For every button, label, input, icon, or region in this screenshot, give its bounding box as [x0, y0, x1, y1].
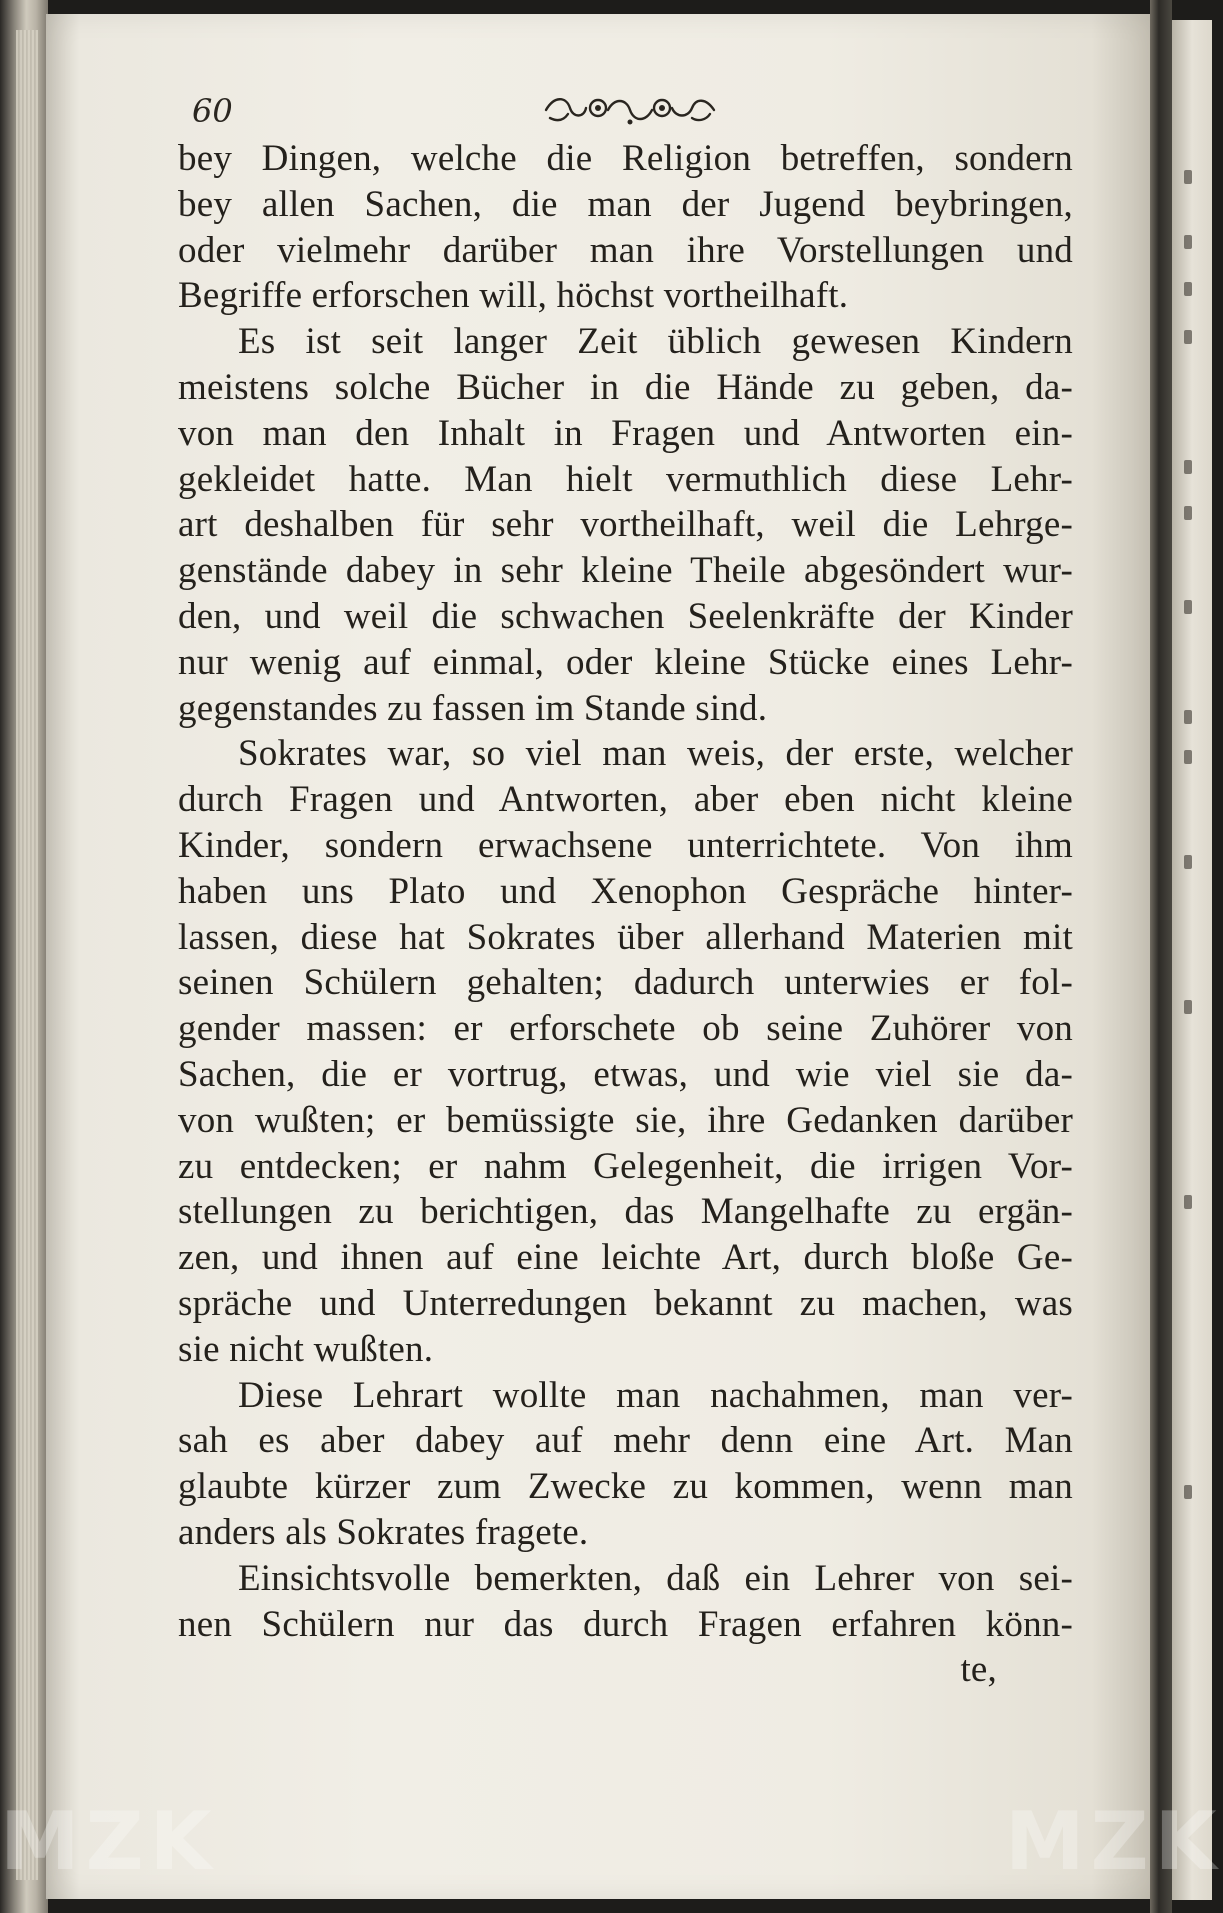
catchword: te, [960, 1649, 997, 1691]
text-line: durch Fragen und Antworten, aber eben nicht kleine [178, 779, 1073, 821]
text-line: anders als Sokrates fragete. [178, 1511, 589, 1553]
text-line: meistens solche Bücher in die Hände zu geben, da- [178, 366, 1073, 408]
text-line: stellungen zu berichtigen, das Mangelhafte zu ergän- [178, 1191, 1073, 1233]
book-gutter [1150, 0, 1172, 1913]
text-line: glaubte kürzer zum Zwecke zu kommen, wenn man [178, 1466, 1073, 1508]
text-line: zen, und ihnen auf eine leichte Art, durch bloße Ge- [178, 1237, 1073, 1279]
page-header [178, 92, 1073, 136]
page-number: 60 [192, 92, 233, 130]
text-line: Kinder, sondern erwachsene unterrichtete. Von ihm [178, 824, 1073, 866]
text-line: Es ist seit langer Zeit üblich gewesen Kindern [238, 321, 1073, 363]
text-line: bey allen Sachen, die man der Jugend beybringen, [178, 183, 1073, 225]
text-line: genstände dabey in sehr kleine Theile abgesöndert wur- [178, 550, 1073, 592]
watermark-left: MZK [0, 1795, 218, 1888]
text-line: Sachen, die er vortrug, etwas, und wie viel sie da- [178, 1053, 1073, 1095]
text-line: sie nicht wußten. [178, 1328, 434, 1370]
text-line: Einsichtsvolle bemerkten, daß ein Lehrer von sei- [238, 1557, 1073, 1599]
text-line: gender massen: er erforschete ob seine Zuhörer von [178, 1008, 1073, 1050]
text-line: nur wenig auf einmal, oder kleine Stücke eines Lehr- [178, 641, 1073, 683]
text-line: spräche und Unterredungen bekannt zu machen, was [178, 1282, 1073, 1324]
text-line: zu entdecken; er nahm Gelegenheit, die irrigen Vor- [178, 1145, 1073, 1187]
text-line: bey Dingen, welche die Religion betreffen, sondern [178, 138, 1073, 179]
text-line: lassen, diese hat Sokrates über allerhand Materien mit [178, 916, 1073, 958]
watermark-right: MZK [1005, 1795, 1223, 1888]
text-line: von man den Inhalt in Fragen und Antworten ein- [178, 412, 1073, 454]
text-line: den, und weil die schwachen Seelenkräfte der Kinder [178, 595, 1073, 637]
text-line: gegenstandes zu fassen im Stande sind. [178, 687, 768, 729]
text-line: gekleidet hatte. Man hielt vermuthlich diese Lehr- [178, 458, 1073, 500]
text-line: sah es aber dabey auf mehr denn eine Art. Man [178, 1420, 1073, 1462]
page-stack-edge [16, 30, 38, 1880]
ornament-icon [540, 88, 720, 132]
next-page-edge [1172, 20, 1212, 1900]
body-text [178, 136, 1073, 1647]
text-line: Begriffe erforschen will, höchst vortheilhaft. [178, 275, 849, 317]
text-line: nen Schülern nur das durch Fragen erfahren könn- [178, 1603, 1073, 1645]
text-line: art deshalben für sehr vortheilhaft, weil die Lehrge- [178, 504, 1073, 546]
text-line: seinen Schülern gehalten; dadurch unterwies er fol- [178, 962, 1073, 1004]
text-line: haben uns Plato und Xenophon Gespräche hinter- [178, 870, 1073, 912]
text-line: Sokrates war, so viel man weis, der erste, welcher [238, 733, 1073, 775]
page-text-block [178, 92, 1073, 1693]
text-line: oder vielmehr darüber man ihre Vorstellungen und [178, 229, 1073, 271]
text-line: von wußten; er bemüssigte sie, ihre Gedanken darüber [178, 1099, 1073, 1141]
text-line: Diese Lehrart wollte man nachahmen, man ver- [238, 1374, 1073, 1416]
